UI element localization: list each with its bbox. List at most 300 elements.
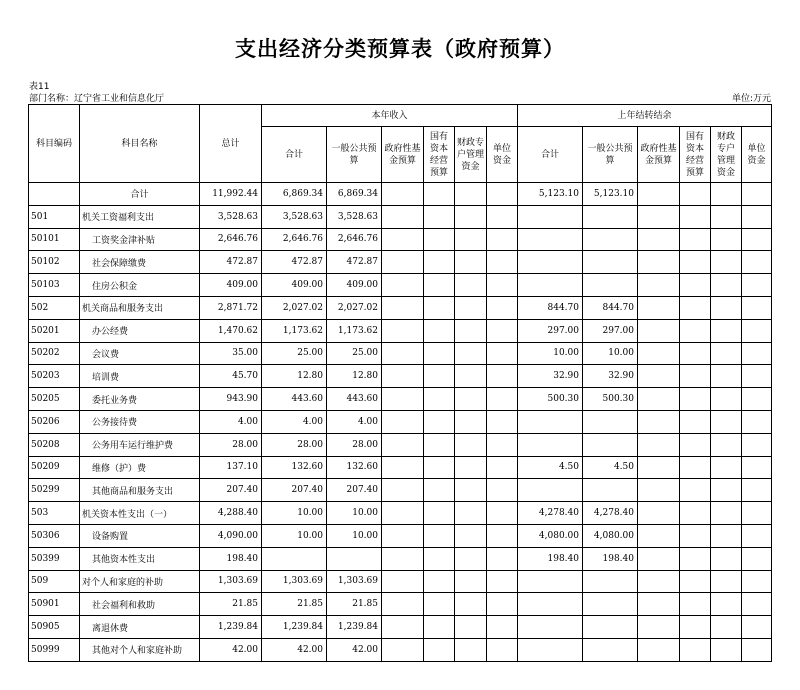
cell-p-gov xyxy=(638,502,680,525)
cell-p-gen xyxy=(583,593,638,616)
cell-code: 50206 xyxy=(29,410,80,433)
cell-name: 社会福利和救助 xyxy=(80,593,200,616)
cell-p-state xyxy=(680,616,711,639)
cell-p-spec xyxy=(711,205,742,228)
cell-p-spec xyxy=(711,274,742,297)
cell-p-unit xyxy=(742,433,772,456)
budget-table xyxy=(28,104,772,662)
header-current-unit-funds: 单位资金 xyxy=(487,127,518,183)
header-prior-special: 财政专户管理资金 xyxy=(711,127,742,183)
cell-p-gov xyxy=(638,274,680,297)
cell-total: 2,871.72 xyxy=(200,296,262,319)
cell-p-gov xyxy=(638,410,680,433)
cell-c-gen: 10.00 xyxy=(327,502,382,525)
cell-p-unit xyxy=(742,388,772,411)
cell-c-gov xyxy=(382,410,424,433)
table-row xyxy=(29,205,772,228)
cell-total: 1,303.69 xyxy=(200,570,262,593)
table-row xyxy=(29,274,772,297)
cell-c-unit xyxy=(487,205,518,228)
cell-p-unit xyxy=(742,638,772,661)
cell-c-spec xyxy=(455,593,487,616)
cell-c-spec xyxy=(455,183,487,206)
cell-p-sub xyxy=(518,593,583,616)
cell-c-sub: 10.00 xyxy=(262,524,327,547)
cell-c-gov xyxy=(382,570,424,593)
cell-c-sub: 2,027.02 xyxy=(262,296,327,319)
cell-c-state xyxy=(424,547,455,570)
cell-c-gov xyxy=(382,342,424,365)
header-prior-year: 上年结转结余 xyxy=(518,105,772,127)
cell-p-state xyxy=(680,524,711,547)
cell-p-gov xyxy=(638,342,680,365)
page-title: 支出经济分类预算表（政府预算） xyxy=(235,37,565,61)
cell-p-gen: 500.30 xyxy=(583,388,638,411)
table-row xyxy=(29,388,772,411)
cell-p-gen: 10.00 xyxy=(583,342,638,365)
cell-p-state xyxy=(680,410,711,433)
cell-name: 公务接待费 xyxy=(80,410,200,433)
cell-p-state xyxy=(680,319,711,342)
cell-c-unit xyxy=(487,319,518,342)
cell-c-unit xyxy=(487,365,518,388)
cell-p-spec xyxy=(711,228,742,251)
cell-total: 3,528.63 xyxy=(200,205,262,228)
cell-c-state xyxy=(424,570,455,593)
cell-c-gen: 472.87 xyxy=(327,251,382,274)
cell-c-unit xyxy=(487,433,518,456)
cell-code: 50999 xyxy=(29,638,80,661)
cell-p-gen: 4.50 xyxy=(583,456,638,479)
cell-name: 离退休费 xyxy=(80,616,200,639)
cell-total: 137.10 xyxy=(200,456,262,479)
cell-code: 50203 xyxy=(29,365,80,388)
cell-p-sub: 4,080.00 xyxy=(518,524,583,547)
cell-c-spec xyxy=(455,570,487,593)
cell-c-spec xyxy=(455,342,487,365)
cell-p-sub xyxy=(518,410,583,433)
cell-c-gen: 4.00 xyxy=(327,410,382,433)
cell-c-gov xyxy=(382,524,424,547)
cell-p-spec xyxy=(711,456,742,479)
cell-p-spec xyxy=(711,433,742,456)
cell-p-sub xyxy=(518,433,583,456)
cell-code: 50202 xyxy=(29,342,80,365)
cell-p-gen xyxy=(583,251,638,274)
header-prior-state-capital: 国有资本经营预算 xyxy=(680,127,711,183)
cell-c-state xyxy=(424,274,455,297)
cell-p-spec xyxy=(711,296,742,319)
cell-c-gov xyxy=(382,479,424,502)
cell-p-state xyxy=(680,388,711,411)
cell-c-sub: 409.00 xyxy=(262,274,327,297)
cell-name: 其他资本性支出 xyxy=(80,547,200,570)
cell-p-sub: 198.40 xyxy=(518,547,583,570)
cell-p-state xyxy=(680,205,711,228)
cell-p-gen xyxy=(583,410,638,433)
cell-p-sub xyxy=(518,616,583,639)
cell-c-state xyxy=(424,296,455,319)
cell-c-state xyxy=(424,479,455,502)
table-row xyxy=(29,524,772,547)
cell-p-state xyxy=(680,433,711,456)
cell-c-state xyxy=(424,365,455,388)
cell-total: 28.00 xyxy=(200,433,262,456)
cell-c-gen: 3,528.63 xyxy=(327,205,382,228)
table-row xyxy=(29,342,772,365)
table-row xyxy=(29,570,772,593)
cell-p-spec xyxy=(711,183,742,206)
cell-p-state xyxy=(680,570,711,593)
cell-code: 50306 xyxy=(29,524,80,547)
cell-c-sub: 1,303.69 xyxy=(262,570,327,593)
cell-code: 50208 xyxy=(29,433,80,456)
cell-c-spec xyxy=(455,274,487,297)
table-row xyxy=(29,547,772,570)
cell-c-gen: 21.85 xyxy=(327,593,382,616)
cell-c-gen: 1,173.62 xyxy=(327,319,382,342)
cell-total: 4.00 xyxy=(200,410,262,433)
cell-c-spec xyxy=(455,296,487,319)
cell-p-gen: 4,278.40 xyxy=(583,502,638,525)
cell-c-gen xyxy=(327,547,382,570)
cell-c-state xyxy=(424,433,455,456)
cell-p-unit xyxy=(742,228,772,251)
cell-p-unit xyxy=(742,410,772,433)
cell-p-gen: 32.90 xyxy=(583,365,638,388)
cell-code: 502 xyxy=(29,296,80,319)
cell-c-unit xyxy=(487,502,518,525)
cell-c-gen: 132.60 xyxy=(327,456,382,479)
cell-p-sub: 297.00 xyxy=(518,319,583,342)
cell-total: 472.87 xyxy=(200,251,262,274)
cell-c-unit xyxy=(487,228,518,251)
cell-code: 50299 xyxy=(29,479,80,502)
cell-c-spec xyxy=(455,410,487,433)
cell-c-state xyxy=(424,593,455,616)
cell-p-unit xyxy=(742,479,772,502)
cell-p-gov xyxy=(638,638,680,661)
cell-p-gov xyxy=(638,251,680,274)
table-row xyxy=(29,479,772,502)
cell-c-gov xyxy=(382,319,424,342)
cell-p-state xyxy=(680,228,711,251)
cell-code: 509 xyxy=(29,570,80,593)
cell-p-gov xyxy=(638,183,680,206)
cell-p-gen: 297.00 xyxy=(583,319,638,342)
cell-c-sub: 4.00 xyxy=(262,410,327,433)
cell-c-spec xyxy=(455,547,487,570)
cell-name: 办公经费 xyxy=(80,319,200,342)
header-current-subtotal: 合计 xyxy=(262,127,327,183)
cell-c-unit xyxy=(487,342,518,365)
cell-total: 2,646.76 xyxy=(200,228,262,251)
cell-name: 社会保障缴费 xyxy=(80,251,200,274)
cell-p-state xyxy=(680,638,711,661)
cell-c-gov xyxy=(382,616,424,639)
cell-c-sub: 12.80 xyxy=(262,365,327,388)
cell-total: 45.70 xyxy=(200,365,262,388)
cell-name: 工资奖金津补贴 xyxy=(80,228,200,251)
cell-p-spec xyxy=(711,593,742,616)
table-row xyxy=(29,593,772,616)
cell-c-gov xyxy=(382,251,424,274)
cell-c-gen: 28.00 xyxy=(327,433,382,456)
cell-code: 50901 xyxy=(29,593,80,616)
cell-c-sub: 28.00 xyxy=(262,433,327,456)
cell-c-sub: 207.40 xyxy=(262,479,327,502)
header-total: 总计 xyxy=(200,105,262,183)
table-row xyxy=(29,296,772,319)
header-prior-general: 一般公共预算 xyxy=(583,127,638,183)
cell-p-gov xyxy=(638,593,680,616)
cell-c-spec xyxy=(455,638,487,661)
department-name: 部门名称：辽宁省工业和信息化厅 xyxy=(29,94,165,104)
cell-c-gov xyxy=(382,593,424,616)
cell-p-state xyxy=(680,593,711,616)
cell-c-gen: 42.00 xyxy=(327,638,382,661)
cell-c-unit xyxy=(487,410,518,433)
cell-p-gen xyxy=(583,616,638,639)
cell-total: 35.00 xyxy=(200,342,262,365)
cell-p-gov xyxy=(638,433,680,456)
cell-p-state xyxy=(680,365,711,388)
cell-c-sub: 2,646.76 xyxy=(262,228,327,251)
cell-c-spec xyxy=(455,524,487,547)
cell-c-gen: 1,239.84 xyxy=(327,616,382,639)
cell-c-gov xyxy=(382,274,424,297)
cell-p-gen xyxy=(583,228,638,251)
cell-p-state xyxy=(680,296,711,319)
cell-c-state xyxy=(424,456,455,479)
cell-c-gen: 1,303.69 xyxy=(327,570,382,593)
cell-p-gov xyxy=(638,228,680,251)
cell-c-gen: 207.40 xyxy=(327,479,382,502)
cell-c-sub: 42.00 xyxy=(262,638,327,661)
cell-code: 50103 xyxy=(29,274,80,297)
cell-c-gov xyxy=(382,388,424,411)
cell-code: 501 xyxy=(29,205,80,228)
cell-p-gen xyxy=(583,638,638,661)
cell-c-sub: 3,528.63 xyxy=(262,205,327,228)
cell-p-spec xyxy=(711,616,742,639)
cell-c-gov xyxy=(382,433,424,456)
cell-p-gen xyxy=(583,570,638,593)
cell-c-state xyxy=(424,388,455,411)
cell-c-state xyxy=(424,319,455,342)
cell-code xyxy=(29,183,80,206)
cell-c-sub: 10.00 xyxy=(262,502,327,525)
cell-p-unit xyxy=(742,342,772,365)
cell-c-state xyxy=(424,524,455,547)
cell-p-sub xyxy=(518,638,583,661)
cell-p-spec xyxy=(711,502,742,525)
header-name: 科目名称 xyxy=(80,105,200,183)
cell-p-sub: 32.90 xyxy=(518,365,583,388)
cell-c-gen: 25.00 xyxy=(327,342,382,365)
header-prior-gov-fund: 政府性基金预算 xyxy=(638,127,680,183)
header-current-general: 一般公共预算 xyxy=(327,127,382,183)
unit-label: 单位:万元 xyxy=(731,94,771,104)
table-row xyxy=(29,319,772,342)
cell-code: 50201 xyxy=(29,319,80,342)
cell-p-unit xyxy=(742,593,772,616)
cell-total: 198.40 xyxy=(200,547,262,570)
cell-p-sub: 5,123.10 xyxy=(518,183,583,206)
header-current-special: 财政专户管理资金 xyxy=(455,127,487,183)
cell-c-unit xyxy=(487,251,518,274)
cell-c-gen: 2,027.02 xyxy=(327,296,382,319)
table-number: 表11 xyxy=(29,82,50,92)
cell-c-sub: 132.60 xyxy=(262,456,327,479)
table-row xyxy=(29,410,772,433)
cell-p-spec xyxy=(711,638,742,661)
cell-c-spec xyxy=(455,228,487,251)
header-current-year: 本年收入 xyxy=(262,105,518,127)
cell-name: 机关资本性支出（一） xyxy=(80,502,200,525)
cell-c-unit xyxy=(487,616,518,639)
cell-total: 21.85 xyxy=(200,593,262,616)
cell-p-state xyxy=(680,183,711,206)
cell-p-sub: 4,278.40 xyxy=(518,502,583,525)
cell-c-unit xyxy=(487,593,518,616)
cell-c-sub: 25.00 xyxy=(262,342,327,365)
cell-c-state xyxy=(424,616,455,639)
cell-p-gen: 198.40 xyxy=(583,547,638,570)
header-code: 科目编码 xyxy=(29,105,80,183)
cell-c-spec xyxy=(455,456,487,479)
cell-c-sub: 21.85 xyxy=(262,593,327,616)
cell-code: 50101 xyxy=(29,228,80,251)
cell-p-spec xyxy=(711,570,742,593)
cell-total: 207.40 xyxy=(200,479,262,502)
cell-p-sub: 844.70 xyxy=(518,296,583,319)
cell-name: 其他对个人和家庭补助 xyxy=(80,638,200,661)
cell-c-spec xyxy=(455,616,487,639)
cell-c-spec xyxy=(455,365,487,388)
cell-total: 42.00 xyxy=(200,638,262,661)
cell-total: 4,288.40 xyxy=(200,502,262,525)
cell-code: 50205 xyxy=(29,388,80,411)
cell-c-unit xyxy=(487,388,518,411)
cell-p-gov xyxy=(638,616,680,639)
cell-p-unit xyxy=(742,570,772,593)
cell-p-unit xyxy=(742,502,772,525)
cell-name: 合计 xyxy=(80,183,200,206)
cell-c-gov xyxy=(382,296,424,319)
cell-c-gen: 443.60 xyxy=(327,388,382,411)
table-row xyxy=(29,502,772,525)
cell-p-unit xyxy=(742,251,772,274)
cell-c-spec xyxy=(455,319,487,342)
cell-c-sub: 6,869.34 xyxy=(262,183,327,206)
cell-p-state xyxy=(680,547,711,570)
cell-c-unit xyxy=(487,479,518,502)
cell-name: 培训费 xyxy=(80,365,200,388)
cell-c-unit xyxy=(487,456,518,479)
cell-p-gen: 4,080.00 xyxy=(583,524,638,547)
cell-p-gen xyxy=(583,479,638,502)
cell-p-state xyxy=(680,456,711,479)
cell-c-gen: 10.00 xyxy=(327,524,382,547)
cell-c-state xyxy=(424,228,455,251)
table-row xyxy=(29,228,772,251)
header-current-state-capital: 国有资本经营预算 xyxy=(424,127,455,183)
table-row xyxy=(29,638,772,661)
cell-c-gov xyxy=(382,547,424,570)
cell-c-spec xyxy=(455,479,487,502)
cell-name: 对个人和家庭的补助 xyxy=(80,570,200,593)
cell-p-spec xyxy=(711,547,742,570)
cell-c-sub: 1,173.62 xyxy=(262,319,327,342)
cell-c-gen: 6,869.34 xyxy=(327,183,382,206)
cell-c-gov xyxy=(382,205,424,228)
cell-p-spec xyxy=(711,251,742,274)
table-row xyxy=(29,456,772,479)
cell-name: 会议费 xyxy=(80,342,200,365)
cell-p-sub xyxy=(518,205,583,228)
cell-c-state xyxy=(424,342,455,365)
cell-code: 50905 xyxy=(29,616,80,639)
cell-p-gov xyxy=(638,205,680,228)
cell-c-gov xyxy=(382,502,424,525)
cell-c-unit xyxy=(487,524,518,547)
table-row xyxy=(29,365,772,388)
cell-p-gov xyxy=(638,388,680,411)
cell-p-sub xyxy=(518,228,583,251)
table-row xyxy=(29,251,772,274)
cell-p-unit xyxy=(742,183,772,206)
cell-p-unit xyxy=(742,296,772,319)
cell-name: 公务用车运行维护费 xyxy=(80,433,200,456)
cell-code: 50209 xyxy=(29,456,80,479)
cell-p-state xyxy=(680,479,711,502)
table-row xyxy=(29,183,772,206)
cell-c-spec xyxy=(455,205,487,228)
cell-c-state xyxy=(424,183,455,206)
cell-p-state xyxy=(680,274,711,297)
cell-name: 机关工资福利支出 xyxy=(80,205,200,228)
cell-c-unit xyxy=(487,638,518,661)
cell-p-unit xyxy=(742,274,772,297)
cell-c-state xyxy=(424,410,455,433)
cell-p-sub: 4.50 xyxy=(518,456,583,479)
cell-c-gen: 409.00 xyxy=(327,274,382,297)
cell-total: 409.00 xyxy=(200,274,262,297)
cell-c-sub: 1,239.84 xyxy=(262,616,327,639)
cell-c-gov xyxy=(382,638,424,661)
cell-p-gen xyxy=(583,205,638,228)
cell-name: 委托业务费 xyxy=(80,388,200,411)
cell-total: 11,992.44 xyxy=(200,183,262,206)
cell-total: 943.90 xyxy=(200,388,262,411)
cell-p-sub xyxy=(518,251,583,274)
header-prior-unit-funds: 单位资金 xyxy=(742,127,772,183)
cell-c-gen: 2,646.76 xyxy=(327,228,382,251)
cell-c-state xyxy=(424,502,455,525)
cell-c-spec xyxy=(455,388,487,411)
table-row xyxy=(29,433,772,456)
cell-c-unit xyxy=(487,570,518,593)
cell-c-unit xyxy=(487,296,518,319)
cell-c-gen: 12.80 xyxy=(327,365,382,388)
cell-p-gov xyxy=(638,524,680,547)
cell-c-unit xyxy=(487,274,518,297)
cell-p-gov xyxy=(638,456,680,479)
header-prior-subtotal: 合计 xyxy=(518,127,583,183)
cell-total: 1,470.62 xyxy=(200,319,262,342)
cell-c-spec xyxy=(455,502,487,525)
